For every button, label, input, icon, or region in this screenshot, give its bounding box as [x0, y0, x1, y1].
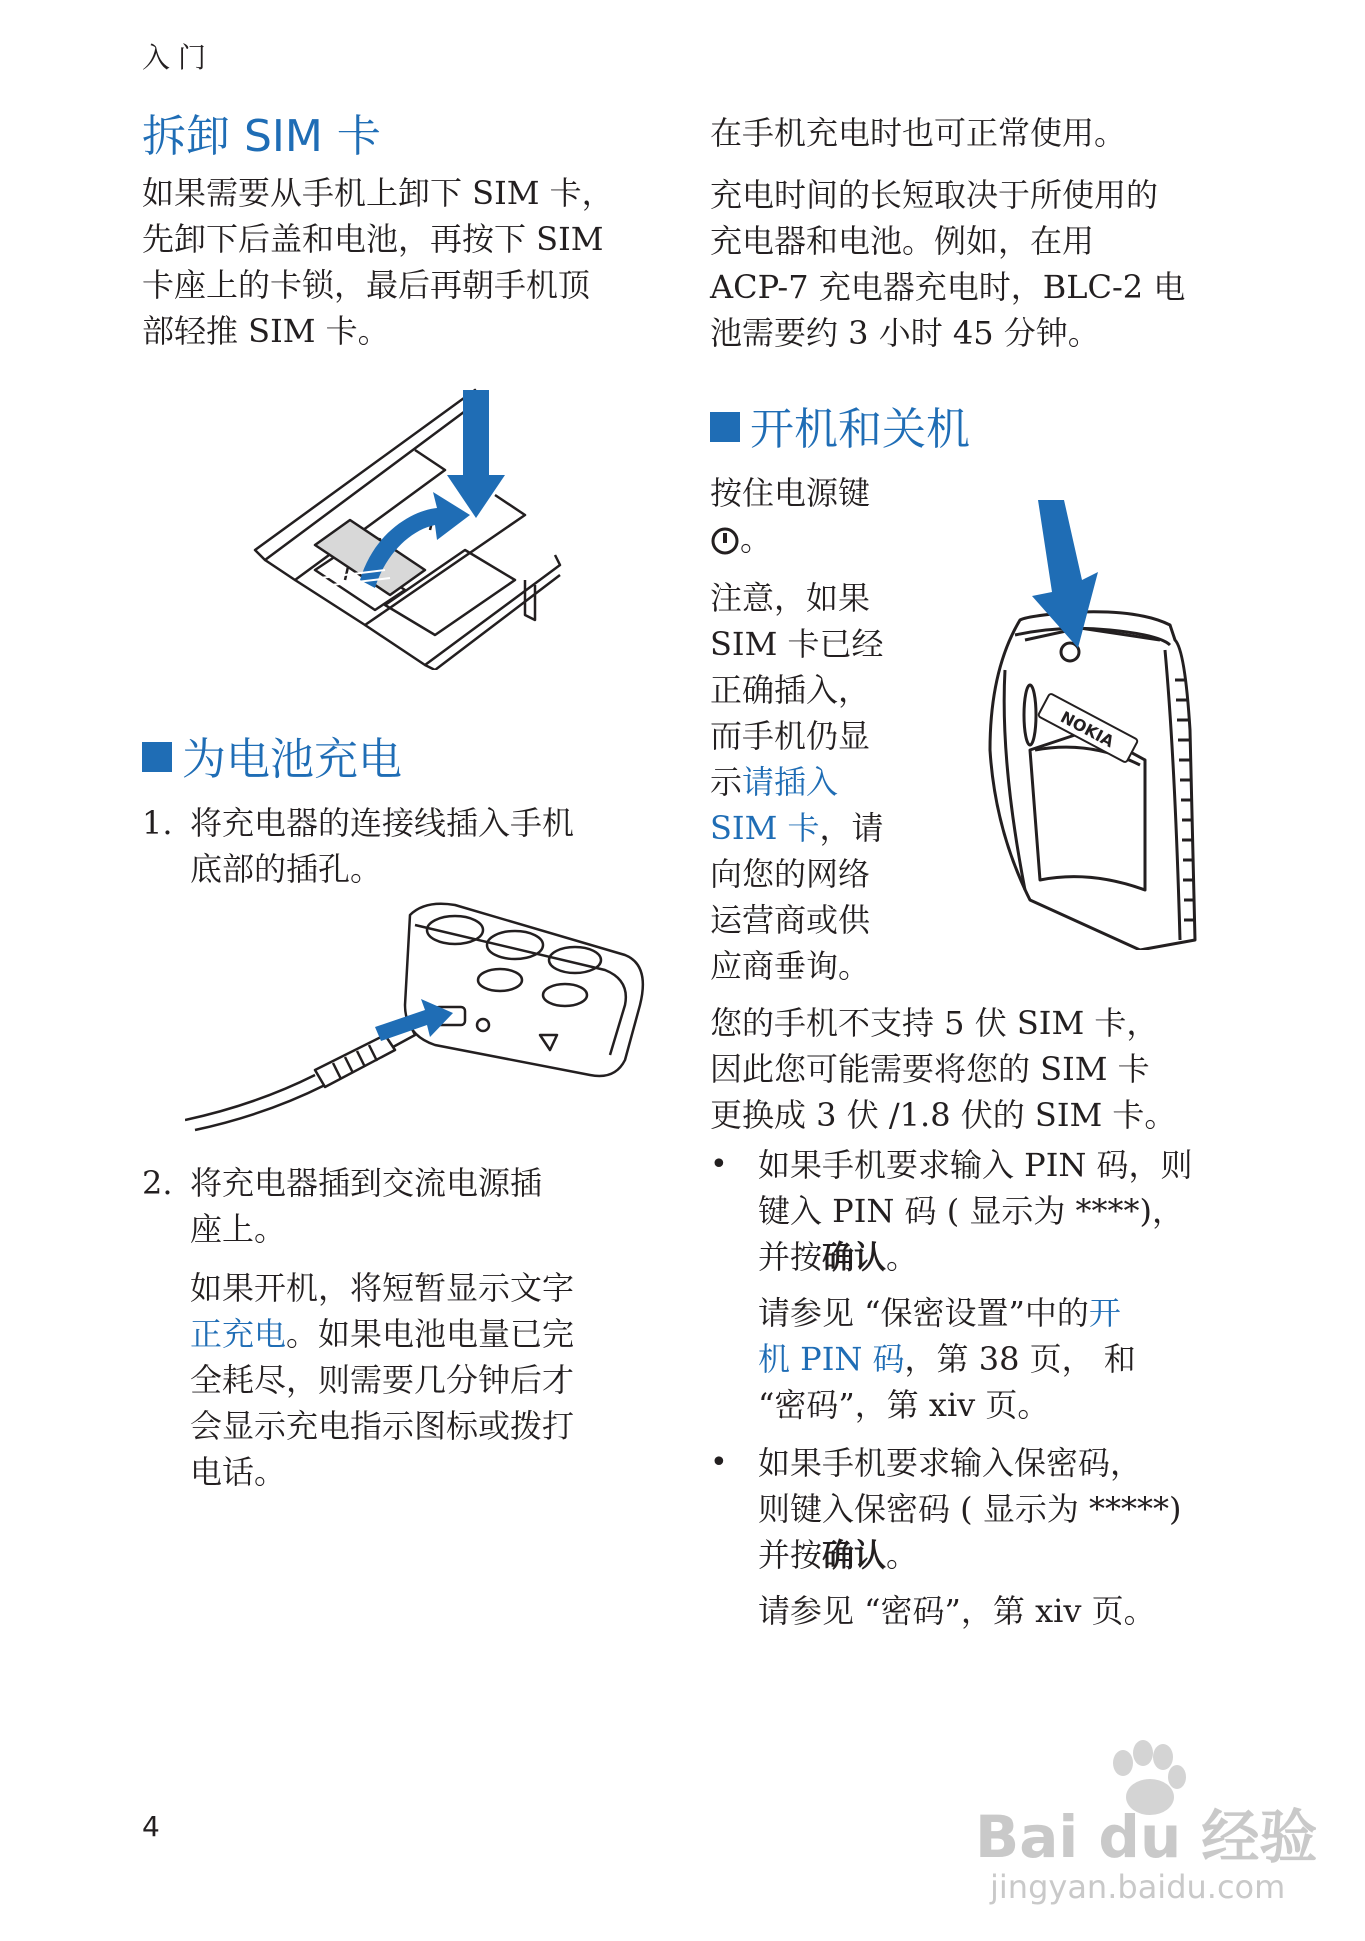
text-fragment: ，第 38 页， 和 — [904, 1340, 1136, 1378]
charging-note — [190, 1265, 670, 1495]
ui-text-sim-card: SIM 卡 — [710, 809, 820, 847]
ui-text-pin-code: 机 PIN 码 — [758, 1340, 905, 1378]
text-fragment: 并按 — [758, 1536, 823, 1574]
text-line: 运营商或供 — [710, 901, 871, 939]
ui-text-confirm: 确认 — [822, 1536, 887, 1574]
text-fragment: 并按 — [758, 1238, 823, 1276]
section-label: 入门 — [142, 41, 215, 74]
watermark-logo-text: Bai du 经验 — [975, 1803, 1318, 1871]
text-line — [758, 1336, 1278, 1382]
text-line: 充电时间的长短取决于所使用的 — [710, 176, 1159, 214]
text-line: 注意，如果 — [710, 579, 871, 617]
text-line — [710, 759, 910, 805]
ui-text-insert-sim: 请插入 — [742, 763, 839, 801]
ui-text-confirm: 确认 — [822, 1238, 887, 1276]
text-line: 则键入保密码 ( 显示为 *****) — [758, 1490, 1182, 1528]
power-key-icon — [710, 526, 740, 556]
phone-brand-label: NOKIA — [1057, 707, 1118, 752]
watermark-url: jingyan.baidu.com — [990, 1868, 1286, 1906]
text-line — [758, 1532, 1278, 1578]
power-press — [710, 470, 910, 562]
remove-sim-text — [142, 170, 662, 354]
step1-text — [190, 800, 660, 892]
text-line: SIM 卡已经 — [710, 625, 884, 663]
text-line: 会显示充电指示图标或拨打 — [190, 1407, 575, 1445]
text-line: 更换成 3 伏 /1.8 伏的 SIM 卡。 — [710, 1096, 1177, 1134]
text-line: 因此您可能需要将您的 SIM 卡 — [710, 1050, 1150, 1088]
page-number: 4 — [142, 1810, 160, 1843]
text-line: 请参见 “密码”，第 xiv 页。 — [758, 1592, 1156, 1630]
text-fragment: 。 — [886, 1238, 919, 1276]
text-fragment: 。如果电池电量已完 — [286, 1315, 575, 1353]
voltage-note — [710, 1000, 1270, 1138]
charger-illustration — [185, 895, 645, 1135]
text-line: 池需要约 3 小时 45 分钟。 — [710, 314, 1100, 352]
text-line: 电话。 — [190, 1453, 287, 1491]
pin-bullet — [758, 1142, 1278, 1428]
text-line: 将充电器的连接线插入手机 — [190, 804, 575, 842]
charging-continued — [710, 110, 1250, 356]
text-line: 座上。 — [190, 1210, 287, 1248]
text-line: 如果开机，将短暂显示文字 — [190, 1269, 575, 1307]
security-bullet — [758, 1440, 1278, 1634]
phone-power-illustration — [970, 500, 1210, 950]
ui-text-charging: 正充电 — [190, 1315, 287, 1353]
text-line: 底部的插孔。 — [190, 850, 383, 888]
heading-remove-sim: 拆卸 SIM 卡 — [142, 111, 381, 162]
heading-square-icon — [710, 412, 740, 442]
text-line — [758, 1234, 1278, 1280]
step-number: 2. — [142, 1164, 173, 1202]
text-line: 正确插入， — [710, 671, 871, 709]
sim-note — [710, 575, 910, 989]
step-number: 1. — [142, 804, 173, 842]
bullet-icon: • — [710, 1147, 728, 1182]
heading-charging-text: 为电池充电 — [182, 734, 402, 785]
sim-removal-illustration — [225, 380, 575, 670]
heading-charging — [142, 735, 402, 786]
text-line: 如果需要从手机上卸下 SIM 卡， — [142, 174, 614, 212]
text-fragment: 示 — [710, 763, 743, 801]
text-line: 向您的网络 — [710, 855, 871, 893]
text-line: 键入 PIN 码 ( 显示为 ****)， — [758, 1192, 1185, 1230]
text-line — [190, 1311, 670, 1357]
text-fragment: ，请 — [819, 809, 884, 847]
text-fragment: 。 — [740, 520, 773, 558]
text-line: 如果手机要求输入保密码， — [758, 1444, 1143, 1482]
text-line: 而手机仍显 — [710, 717, 871, 755]
step2-text — [190, 1160, 660, 1252]
text-line: 卡座上的卡锁，最后再朝手机顶 — [142, 266, 591, 304]
text-line — [758, 1290, 1278, 1336]
text-line: “密码”，第 xiv 页。 — [758, 1386, 1050, 1424]
text-line: 按住电源键 — [710, 474, 871, 512]
text-line: 在手机充电时也可正常使用。 — [710, 114, 1127, 152]
text-line: 充电器和电池。例如，在用 — [710, 222, 1095, 260]
text-line: 将充电器插到交流电源插 — [190, 1164, 543, 1202]
text-line: ACP-7 充电器充电时，BLC-2 电 — [710, 268, 1186, 306]
heading-square-icon — [142, 742, 172, 772]
text-line — [710, 516, 910, 562]
bullet-icon: • — [710, 1445, 728, 1480]
text-line: 如果手机要求输入 PIN 码，则 — [758, 1146, 1193, 1184]
ui-text-pin-code: 开 — [1088, 1294, 1121, 1332]
text-line — [710, 805, 910, 851]
text-line: 全耗尽，则需要几分钟后才 — [190, 1361, 575, 1399]
text-line: 您的手机不支持 5 伏 SIM 卡， — [710, 1004, 1159, 1042]
text-line: 先卸下后盖和电池，再按下 SIM — [142, 220, 604, 258]
text-fragment: 请参见 “保密设置”中的 — [758, 1294, 1089, 1332]
text-line: 部轻推 SIM 卡。 — [142, 312, 390, 350]
text-fragment: 。 — [886, 1536, 919, 1574]
text-line: 应商垂询。 — [710, 947, 871, 985]
heading-power-text: 开机和关机 — [750, 404, 970, 455]
heading-power — [710, 405, 970, 456]
